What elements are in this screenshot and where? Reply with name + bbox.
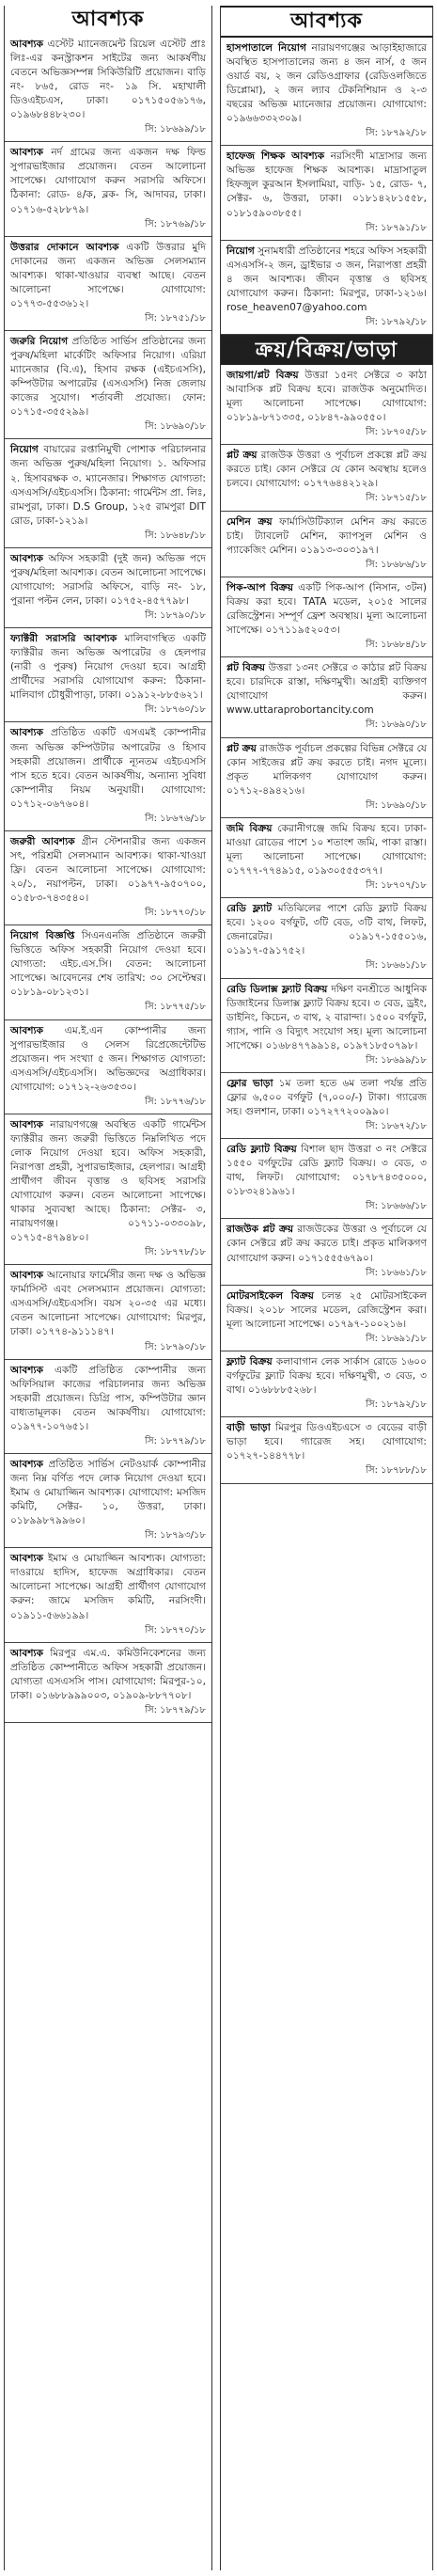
classified-ad (5, 1548, 211, 1642)
ad-body: দক্ষিণ বনশ্রীতে আধুনিক ডিজাইনের ডিলাক্স ফ্ল্যাট বিক্রয় হবে। ৩ বেড, ড্রইং, ডাইনিং, কিচেন, ৩ বাথ, ২ বারান্দা। ১৫০০ বর্গফুট, গ্যাস, পানি ও বিদ্যুৎ সংযোগ সহ। মূল্য আলোচনা সাপেক্ষে। ০১৬৮৪৭৭৯৯১৪, ০১৯৭১৮৫০৭৯৮। (226, 983, 428, 1051)
ad-body: নারায়ণগঞ্জের আড়াইহাজারে অবস্থিত হাসপাতালের জন্য ৪ জন নার্স, ৫ জন ওয়ার্ড বয়, ২ জন রেডিওগ্রাফার (রেডিওলজিতে ডিপ্লোমা), ২ জন ল্যাব টেকনিশিয়ান ও ২-৩ বছরের অভিজ্ঞ ম্যানেজার প্রয়োজন। যোগাযোগ: ০১৯৬৬৩৩২৩০৯। (226, 42, 427, 125)
classified-ad (5, 722, 211, 830)
ad-title: প্লট বিক্রয় (226, 662, 266, 674)
ad-body: প্রতিষ্ঠিত সার্ভিস নেটওয়ার্ক কোম্পানীর জন্য নিম্ন বর্ণিত পদে লোক নিয়োগ দেওয়া হবে। ইমাম ও মোয়াজ্জিন আবশ্যক। যোগাযোগ: মসজিদ কমিটি, সেক্টর- ১০, উত্তরা, ঢাকা। ০১৮৯৯৮৭৯৯৬০। (10, 1459, 206, 1527)
ad-code: সি: ১৮৭৯১/১৮ (366, 222, 427, 233)
ad-body: মিরপুর ডিওএইচএসে ৩ বেডের বাড়ী ভাড়া হবে। গ্যারেজ সহ। যোগাযোগ: ০১৭২৭-১৪৪৭৭৮। (226, 1422, 428, 1462)
ad-body: নর্দ গ্রামের জন্য একজন দক্ষ ফিল্ড সুপারভাইজার প্রয়োজন। বেতন আলোচনা সাপেক্ষে। যোগাযোগ করুন সরাসরি অফিসে। ঠিকানা: রোড- ৪/ক, ব্লক- সি, আদাবর, ঢাকা। ০১৭১৬-৫২৮৮৭৯। (10, 147, 206, 215)
ad-title: জমি বিক্রয় (226, 822, 273, 834)
classified-ad (221, 738, 432, 818)
ad-code: সি: ১৮৬৯০/১৮ (145, 421, 206, 433)
ad-code: সি: ১৮৭৯৩/১৮ (145, 1530, 206, 1541)
ad-code: সি: ১৮৭৯২/১৮ (366, 128, 427, 139)
classified-ad (5, 142, 211, 236)
classified-ad (221, 898, 432, 978)
classified-ad (5, 925, 211, 1019)
ad-body: চলন্ত ২৫ মোটরসাইকেল বিক্রয়। ২০১৮ সালের মডেল, রেজিস্ট্রেশন করা। মূল্য আলোচনা সাপেক্ষে। ০১৭৯৭-১০০২১৬। (226, 1289, 427, 1330)
classified-ad (221, 1073, 432, 1139)
classified-ad (221, 818, 432, 898)
classified-ad (221, 38, 432, 146)
classified-ad (5, 1643, 211, 1723)
ad-code: সি: ১৮৬৯১/১৮ (366, 1333, 427, 1344)
ad-code: সি: ১৮৭০৭/১৮ (366, 880, 427, 891)
ad-title: আবশ্যক (10, 1364, 44, 1376)
ad-body: রাজউকের উত্তরা ও পূর্বাচলে যে কোন সেক্টরে প্লট ক্রয় করতে চাই। প্রকৃত মালিকগণ যোগাযোগ করুন। ০১৭১৫৫৫৬৭৯০। (226, 1224, 427, 1264)
classified-ad (221, 657, 432, 737)
ad-title: আবশ্যক (10, 1118, 44, 1130)
classified-ad (5, 628, 211, 722)
ad-body: গ্রীন স্টেশনারীর জন্য একজন সৎ, পরিশ্রমী সেলসম্যান আবশ্যক। থাকা-খাওয়া ফ্রি। বেতন আলোচনা সাপেক্ষে। যোগাযোগ: ২০/১, নয়াপল্টন, ঢাকা। ০১৯৭৭-৯৫০৭০০, ০১৫৮৩-৭৪৩৫৪০। (10, 835, 206, 904)
classified-ad (221, 979, 432, 1073)
ad-code: সি: ১৮৬৮৬/১৮ (366, 559, 427, 570)
ad-code: সি: ১৮৬৯০/১৮ (366, 719, 427, 731)
ad-code: সি: ১৮৭৯২/১৮ (366, 1399, 427, 1411)
ad-code: সি: ১৮৬৪৮/১৮ (145, 529, 206, 541)
ad-code: সি: ১৮৭৭০/১৮ (145, 908, 206, 918)
classified-ad (221, 241, 432, 335)
right-classifieds-column (220, 6, 433, 2570)
ad-body: এস্টেট ম্যানেজমেন্ট রিয়েল এস্টেট প্রাঃ লিঃ-এর কনস্ট্রাকশন সাইটের জন্য আকর্ষণীয় বেতনে অভিজ্ঞসম্পন্ন সিকিউরিটি প্রয়োজন। বাড়ি নং- ৮৬৫, রোড নং- ১৯ সি. মহাখালী ডিওএইচএস, ঢাকা। ০১৭১৫০৫৬১৭৬, ০১৯৬৮৪৪৮২৩০। (10, 39, 207, 121)
ad-title: ফ্ল্যাট বিক্রয় (226, 1356, 273, 1367)
classified-ad (5, 34, 211, 142)
classified-ad (5, 1114, 211, 1265)
ad-title: আবশ্যক (10, 727, 44, 739)
sale-rent-section-heading: ক্রয়/বিক্রয়/ভাড়া (221, 335, 432, 365)
ad-body: আনোয়ার ফার্মেসীর জন্য দক্ষ ও অভিজ্ঞ ফার্মাসিস্ট এবং সেলসম্যান প্রয়োজন। যোগ্যতা: এসএসসি/এইচএসসি। বয়স ২০-৩৫ এর মধ্যে। বেতন আলোচনা সাপেক্ষে। যোগাযোগ: মিরপুর, ঢাকা। ০১৭৭৪-৯১১১৪৭। (10, 1270, 206, 1338)
ad-body: নারায়ণগঞ্জে অবস্থিত একটি গার্মেন্টস ফ্যাক্টরীর জন্য জরুরী ভিত্তিতে নিম্নলিখিত পদে লোক নিয়োগ দেওয়া হবে। অফিস সহকারী, নিরাপত্তা প্রহরী, সুপারভাইজার, হেলপার। আগ্রহী প্রার্থীগণ জীবন বৃত্তান্ত ও ছবিসহ সরাসরি যোগাযোগ করুন। বেতন আলোচনা সাপেক্ষে। থাকার সুব্যবস্থা আছে। ঠিকানা: সেক্টর- ৩, নারায়ণগঞ্জ। ০১৭১১-০৩৩০৯৮, ০১৭১৫-৪৭৯৪৮০। (10, 1118, 206, 1244)
ad-code: সি: ১৮৭৭৫/১৮ (145, 1002, 206, 1013)
ad-title: প্লট ক্রয় (226, 450, 258, 462)
classified-ad (221, 512, 432, 577)
ad-code: সি: ১৮৬৯০/১৮ (366, 799, 427, 811)
ad-title: জরুরী আবশ্যক (10, 835, 75, 847)
ad-body: কেরানীগঞ্জে জমি বিক্রয় হবে। ঢাকা-মাওয়া রোডের পাশে ১০ শতাংশ জমি, পাকা রাস্তা। মূল্য আলোচনা সাপেক্ষে। যোগাযোগ: ০১৭৭৭-৭৭৪৯১৫, ০১৯৩০৫৫৫৩৭৭। (226, 822, 427, 877)
ad-body: একটি প্রতিষ্ঠিত কোম্পানীর জন্য অফিসিয়াল কাজের পরিচালনার জন্য অভিজ্ঞ সহকারী প্রয়োজন। ডিগ্রি পাস, কম্পিউটার জ্ঞান বাধ্যতামূলক। বেতন আকর্ষণীয়। যোগাযোগ: ০১৯৭৭-১০৭৬৫১। (10, 1364, 207, 1432)
ad-code: সি: ১৮৭৭৯/১৮ (145, 1704, 206, 1715)
ad-title: আবশ্যক (10, 39, 44, 50)
ad-title: প্লট ক্রয় (226, 742, 257, 754)
ad-title: জরুরি নিয়োগ (10, 336, 69, 348)
ad-body: মালিবাগস্থিত একটি ফ্যাক্টরীর জন্য অভিজ্ঞ অপারেটর ও হেলপার (নারী ও পুরুষ) নিয়োগ দেওয়া হবে। আগ্রহী প্রার্থীদের সরাসরি যোগাযোগ করুন: ঠিকানা- মালিবাগ চৌধুরীপাড়া, ঢাকা। ০১৯১২-৮৮৫৬২১। (10, 633, 206, 702)
classified-ad (221, 1286, 432, 1351)
ad-title: হাফেজ শিক্ষক আবশ্যক (226, 150, 325, 163)
ad-title: আবশ্যক (10, 147, 44, 159)
ad-title: মেশিন ক্রয় (226, 515, 273, 528)
ad-title: নিয়োগ (10, 444, 39, 456)
ad-title: আবশ্যক (10, 552, 44, 564)
ad-title: মোটরসাইকেল বিক্রয় (226, 1289, 314, 1302)
left-classifieds-column (4, 6, 212, 2570)
classified-ad (5, 548, 211, 628)
ad-title: জায়গা/প্লট বিক্রয় (226, 370, 299, 382)
ad-body: প্রতিষ্ঠিত একটি এসএমই কোম্পানীর জন্য অভিজ্ঞ কম্পিউটার অপারেটর ও হিসাব সহকারী প্রয়োজন। প্রার্থীকে ন্যূনতম এইচএসসি পাস হতে হবে। বেতন আকর্ষণীয়, অন্যান্য সুবিধা কোম্পানীর নিয়ম অনুযায়ী। যোগাযোগ: ০১৭১২-০৬৭৬০৪। (10, 727, 206, 810)
classified-ad (221, 146, 432, 240)
ad-body: বায়ারের রপ্তানিমুখী পোশাক পরিচালনার জন্য অভিজ্ঞ পুরুষ/মহিলা নিয়োগ। ১. অফিসার ২. হিসাবরক্ষক ৩. ম্যানেজার। শিক্ষাগত যোগ্যতা: এসএসসি/এইচএসসি। ঠিকানা: গার্মেন্টস প্রা. লিঃ, রামপুরা, ঢাকা। D.S Group, ১২৫ রামপুরা DIT রোড, ঢাকা-১২১৯। (10, 444, 206, 527)
classified-ad (5, 1360, 211, 1454)
ad-body: রাজউক পূর্বাচল প্রকল্পের বিভিন্ন সেক্টরে যে কোন সাইজের প্লট ক্রয় করতে চাই। নগদ মূল্যে। প্রকৃত মালিকগণ যোগাযোগ করুন। ০১৭১২-৪৯৪২১৬। (226, 742, 427, 797)
ad-code: সি: ১৮৭১৫/১৮ (366, 493, 427, 504)
ad-body: একটি পিক-আপ (নিসান, ৩টন) বিক্রয় করা হবে। TATA মডেল, ২০১৫ সালের রেজিস্ট্রেশন। সম্পূর্ণ ফ্রেশ অবস্থায়। মূল্য আলোচনা সাপেক্ষে। ০১৭১১৯৫২০৫৩। (226, 581, 428, 637)
ad-body: কলাবাগান লেক সার্কাস রোডে ১৬০০ বর্গফুটের ফ্ল্যাট বিক্রয় হবে। দক্ষিণমুখী, ৩ বেড, ৩ বাথ। ০১৬৮৮৮৫২৬৮। (226, 1356, 428, 1397)
ad-code: সি: ১৮৭৭০/১৮ (145, 1624, 206, 1636)
classified-ad (5, 1454, 211, 1548)
ad-title: রেডি ফ্ল্যাট (226, 903, 273, 915)
ad-title: রাজউক প্লট ক্রয় (226, 1224, 294, 1236)
ad-title: রেডি ফ্ল্যাট বিক্রয় (226, 1144, 297, 1156)
ad-code: সি: ১৮৬৯৯/১৮ (366, 1054, 427, 1066)
ad-code: সি: ১৮৭৭৬/১৮ (145, 1096, 206, 1107)
ad-title: ফ্লোর ভাড়া (226, 1077, 273, 1089)
ad-title: নিয়োগ (226, 245, 255, 257)
ad-body: নরসিংদী মাদ্রাসার জন্য অভিজ্ঞ হাফেজ শিক্ষক আবশ্যক। মাদ্রাসাতুল হিফজুল কুরআন ইসলামিয়া, বাড়ি- ১৫, রোড- ৭, সেক্টর- ৬, উত্তরা, ঢাকা। ০১৮১৪২৮১৫৫৮, ০১৮১৫৯০৩৮৫৫। (226, 150, 427, 219)
ad-code: সি: ১৮৬৯৯/১৮ (145, 124, 206, 135)
ad-title: আবশ্যক (10, 1553, 44, 1565)
ad-code: সি: ১৮৬৬৬/১৮ (366, 1201, 427, 1212)
ad-code: সি: ১৮৬৭৬/১৮ (145, 813, 206, 824)
ad-title: বাড়ী ভাড়া (226, 1422, 271, 1434)
classified-ad (221, 1351, 432, 1417)
ad-title: রেডি ডিলাক্স ফ্ল্যাট বিক্রয় (226, 983, 328, 995)
ad-body: উত্তরা ১৩নং সেক্টরে ৩ কাঠার প্লট বিক্রয় হবে। চারদিকে রাস্তা, দক্ষিণমুখী। আগ্রহী ব্যক্তিগণ যোগাযোগ করুন। www.uttaraprobortancity.com (226, 662, 427, 717)
ad-title: পিক-আপ বিক্রয় (226, 581, 294, 593)
classifieds-page (4, 6, 433, 2570)
ad-body: উত্তরা ১৫নং সেক্টরে ৩ কাঠা আবাসিক প্লট বিক্রয় হবে। রাজউক অনুমোদিত। মূল্য আলোচনা সাপেক্ষে। যোগাযোগ: ০১৮১৯-৮৭১৩৩৫, ০১৮৪৭-৯৯০৫৫০। (226, 370, 427, 424)
ad-body: ফার্মাসিউটিক্যাল মেশিন ক্রয় করতে চাই। ট্যাবলেট মেশিন, ক্যাপসুল মেশিন ও প্যাকেজিং মেশিন। ০১৯১৩-৩০৩১৯৭। (226, 515, 428, 556)
ad-code: সি: ১৮৬৭২/১৮ (366, 1120, 427, 1131)
ad-body: ইমাম ও মোয়াজ্জিন আবশ্যক। যোগ্যতা: দাওরায়ে হাদিস, হাফেজ অগ্রাধিকার। বেতন আলোচনা সাপেক্ষে। আগ্রহী প্রার্থীগণ যোগাযোগ করুন: জামে মসজিদ কমিটি, নরসিংদী। ০১৯১১-৫৬৬১৯৯। (10, 1553, 206, 1621)
ad-code: সি: ১৮৭৯০/১৮ (145, 609, 206, 621)
classified-ad (221, 1219, 432, 1285)
right-column-heading: আবশ্যক (221, 6, 432, 38)
classified-ad (221, 577, 432, 657)
ad-body: সুনামধারী প্রতিষ্ঠানের শহরে অফিস সহকারী এসএসসি-২ জন, ড্রাইভার ৩ জন, নিরাপত্তা প্রহরী ৪ জন আবশ্যক। জীবন বৃত্তান্ত ও ছবিসহ যোগাযোগ করুন। ঠিকানা: মিরপুর, ঢাকা-১২১৬। rose_heaven07@yahoo.com (226, 245, 427, 313)
ad-code: সি: ১৮৭৬০/১৮ (145, 704, 206, 716)
ad-body: একটি উত্তরার মুদি দোকানের জন্য একজন অভিজ্ঞ সেলসম্যান আবশ্যক। থাকা-খাওয়ার ব্যবস্থা আছে। বেতন আলোচনা সাপেক্ষে। যোগাযোগ: ০১৭৭৩-৫৫৩৬১২। (10, 241, 206, 309)
ad-code: সি: ১৮৭৫১/১৮ (145, 312, 206, 324)
classified-ad (221, 1417, 432, 1483)
classified-ad (5, 237, 211, 331)
classified-ad (5, 1265, 211, 1359)
ad-title: ফ্যাক্টরী সরাসরি আবশ্যক (10, 633, 117, 645)
ad-body: মতিঝিলের পাশে রেডি ফ্ল্যাট বিক্রয় হবে। ১২০০ বর্গফুট, ৩টি বেড, ৩টি বাথ, লিফট, জেনারেটর। ০১৯১৭-১৫৫০১৬, ০১৯১৭-৫৯১৭৫২। (226, 903, 427, 957)
ad-code: সি: ১৮৬৬১/১৮ (366, 1267, 427, 1278)
ad-code: সি: ১৮৭৬৯/১৮ (145, 218, 206, 229)
classified-ad (221, 445, 432, 511)
classified-ad (5, 331, 211, 439)
ad-code: সি: ১৮৭৭৮/১৮ (145, 1247, 206, 1258)
ad-body: মিরপুর এম.এ. কমিউনিকেশনের জন্য প্রতিষ্ঠিত কোম্পানীতে অফিস সহকারী প্রয়োজন। যোগ্যতা এসএসসি পাস। যোগাযোগ: মিরপুর-১০, ঢাকা। ০১৬৮৮৯৯৯০০৩, ০১৯০৯-৮৮৭৭০৮। (10, 1647, 206, 1701)
ad-body: প্রতিষ্ঠিত সার্ভিস প্রতিষ্ঠানের জন্য পুরুষ/মহিলা মার্কেটিং অফিসার নিয়োগ। এরিয়া ম্যানেজার (বি.এ), হিসাব রক্ষক (এইচএসসি), কম্পিউটার অপারেটর (এসএসসি) নিজ জেলায় কাজের সুযোগ। শর্তাবলী প্রযোজ্য। ফোন: ০১৭১৫-৩৫৫২৯৯। (10, 336, 206, 419)
ad-title: আবশ্যক (10, 1647, 44, 1659)
left-ad-list (5, 34, 211, 1723)
ad-code: সি: ১৮৬৬১/১৮ (366, 960, 427, 972)
ad-body: রাজউক উত্তরা ও পূর্বাচল প্রকল্পে প্লট ক্রয় করতে চাই। কোন সেক্টরে যে কোন অবস্থায় হলেও চলবে। যোগাযোগ: ০১৭৭৬৪৪২১২৯। (226, 450, 427, 490)
ad-body: বিশাল ছাদ উত্তরা ৩ নং সেক্টরে ১৫৫০ বর্গফুটের রেডি ফ্ল্যাট বিক্রয়। ৩ বেড, ৩ বাথ, লিফট। যোগাযোগ: ০১৭৮৭৪৩৫০০০, ০১৮৩২৪১৯৬১। (226, 1144, 428, 1198)
ad-code: সি: ১৮৭৯২/১৮ (366, 316, 427, 327)
ad-body: সিএনএনজি প্রতিষ্ঠানে জরুরী ভিত্তিতে অফিস সহকারী নিয়োগ দেওয়া হবে। যোগ্যতা: এইচ.এস.সি। বেতন: আলোচনা সাপেক্ষে। আবেদনের শেষ তারিখ: ৩০ সেপ্টেম্বর। ০১৮১৯-০৮১২৩১। (10, 930, 206, 999)
ad-body: ১ম তলা হতে ৬ম তলা পর্যন্ত প্রতি ফ্লোর ৬,৫০০ বর্গফুট (৭,০০০/-) টাকা। গ্যারেজ সহ। গুলশান, ঢাকা। ০১৭২৭৭২০০৯৯০। (226, 1077, 427, 1117)
ad-code: সি: ১৮৭০৫/১৮ (366, 427, 427, 438)
ad-code: সি: ১৮৭৮৮/১৮ (366, 1465, 427, 1477)
ad-title: নিয়োগ বিজ্ঞপ্তি (10, 930, 75, 942)
ad-code: সি: ১৮৬৮৪/১৮ (366, 640, 427, 651)
ad-title: আবশ্যক (10, 1459, 44, 1471)
ad-title: হাসপাতালে নিয়োগ (226, 42, 306, 54)
ad-title: আবশ্যক (10, 1270, 44, 1282)
ad-body: অফিস সহকারী (দুই জন) অভিজ্ঞ পদে পুরুষ/মহিলা আবশ্যক। বেতন আলোচনা সাপেক্ষে। যোগাযোগ: সরাসরি অফিসে, বাড়ি নং- ১৮, পুরানা পল্টন লেন, ঢাকা। ০১৭৫২-৪৫৭৭৯৮। (10, 552, 206, 607)
right-ad-list (221, 38, 432, 1484)
classified-ad (5, 439, 211, 547)
left-column-heading: আবশ্যক (71, 7, 145, 31)
ad-code: সি: ১৮৭৭৯/১৮ (145, 1435, 206, 1446)
classified-ad (221, 365, 432, 445)
ad-title: উত্তরার দোকানে আবশ্যক (10, 241, 119, 253)
ad-title: আবশ্যক (10, 1024, 44, 1036)
ad-body: এম.ই.এন কোম্পানীর জন্য সুপারভাইজার ও সেলস রিপ্রেজেন্টেটিভ প্রয়োজন। পদ সংখ্যা ৫ জন। শিক্ষাগত যোগ্যতা: এসএসসি/এইচএসসি। অভিজ্ঞদের অগ্রাধিকার। যোগাযোগ: ০১৭১২-২৬৩৫৩০। (10, 1024, 206, 1093)
classified-ad (221, 1139, 432, 1219)
classified-ad (5, 831, 211, 925)
classified-ad (5, 1020, 211, 1114)
ad-code: সি: ১৮৭৯০/১৮ (145, 1341, 206, 1352)
